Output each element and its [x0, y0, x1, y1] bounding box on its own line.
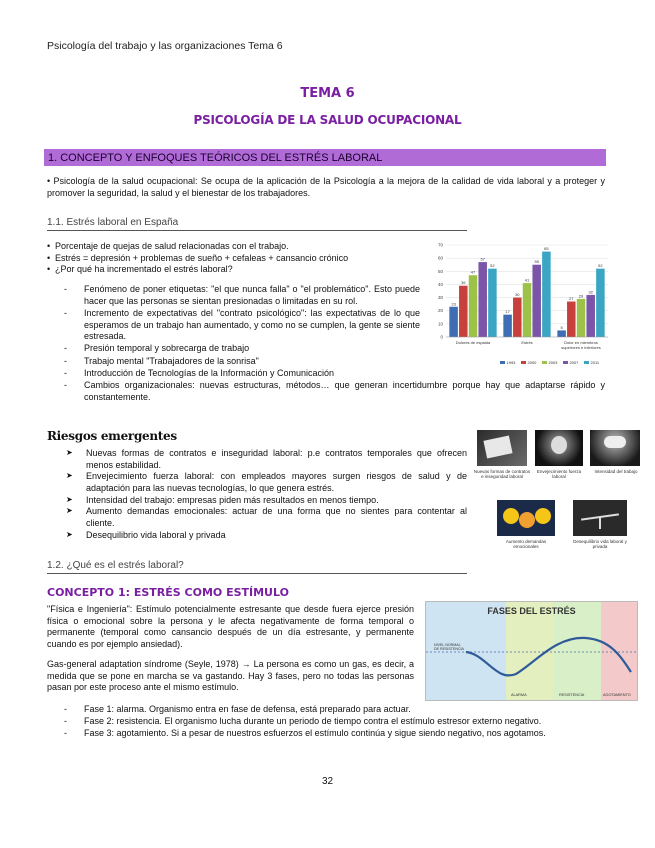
legend-label: 2003 — [548, 360, 558, 365]
contract-icon — [483, 435, 512, 458]
fases-list — [60, 704, 605, 741]
data-label: 32 — [588, 289, 593, 295]
data-label: 27 — [569, 296, 574, 302]
list-item: - Fenómeno de poner etiquetas: "el que nunca falla" o "el problemático". Esto puede hacer que las personas se sientan presionadas o limitadas en su rol. — [60, 284, 420, 307]
list-item: - Presión temporal y sobrecarga de trabajo — [60, 343, 420, 355]
riesgos-list — [62, 448, 467, 542]
list-item: - Fase 3: agotamiento. Si a pesar de nuestros esfuerzos el estímulo continúa y sigue siendo negativo, nos agotamos. — [60, 728, 605, 740]
list-item: - Incremento de expectativas del "contrato psicológico": las expectativas de lo que esperamos de un trabajo han aumentado, y como no se cumplen, la gente se siente estresada. — [60, 308, 420, 343]
smiley-icon — [535, 508, 551, 524]
list-item: • Estrés = depresión + problemas de sueño + cefaleas + cansancio crónico — [47, 253, 427, 265]
section-heading-1-2: 1.2. ¿Qué es el estrés laboral? — [47, 559, 467, 574]
elderly-image — [535, 430, 583, 466]
elderly-icon — [551, 436, 567, 454]
list-item: ➤ Desequilibrio vida laboral y privada — [62, 530, 467, 542]
page-number: 32 — [321, 776, 334, 787]
y-tick-label: 0 — [440, 334, 443, 340]
page-title: TEMA 6 — [300, 86, 355, 101]
contract-image — [477, 430, 527, 466]
bar — [586, 295, 595, 337]
bar — [567, 302, 576, 337]
list-item: ➤ Nuevas formas de contratos e inseguridad laboral: p.e contratos temporales que ofrecen menos estabilidad. — [62, 448, 467, 471]
section-heading-1: 1. CONCEPTO Y ENFOQUES TEÓRICOS DEL ESTRÉS LABORAL — [44, 149, 606, 166]
bar — [478, 262, 487, 337]
bar — [596, 269, 605, 337]
section-heading-1-1: 1.1. Estrés laboral en España — [47, 216, 467, 231]
image-caption: Aumento demandas emocionales — [505, 539, 547, 550]
phase-label: ALARMA — [511, 693, 527, 697]
data-label: 23 — [451, 301, 456, 307]
x-tick-label: Estrés — [521, 340, 533, 345]
concept-paragraph: "Física e Ingeniería": Estímulo potencialmente estresante que desde fuera ejerce presión física o emocional sobre la persona y le afecta negativamente de forma temporal o permanente (temporal como cansancio después de un día estresante, y permanente cuando es por ejemplo ansiedad). — [47, 604, 414, 650]
y-tick-label: 10 — [437, 321, 443, 327]
data-label: 47 — [470, 269, 476, 275]
list-item: ➤ Intensidad del trabajo: empresas piden más resultados en menos tiempo. — [62, 495, 467, 507]
legend-swatch — [584, 361, 589, 364]
data-label: 57 — [480, 256, 485, 262]
concepto-heading: CONCEPTO 1: ESTRÉS COMO ESTÍMULO — [47, 586, 289, 599]
image-caption: Nuevas formas de contratos e inseguridad laboral — [473, 469, 531, 480]
health-complaints-chart — [428, 237, 613, 374]
bar — [459, 286, 468, 337]
list-item: ➤ Envejecimiento fuerza laboral: con empleados mayores surgen riesgos de salud y de adaptación para las nuevas tecnologías, lo que genera estrés. — [62, 471, 467, 494]
data-label: 55 — [534, 259, 539, 265]
list-item: - Fase 1: alarma. Organismo entra en fase de defensa, está preparado para actuar. — [60, 704, 605, 716]
riesgos-heading: Riesgos emergentes — [47, 429, 177, 443]
legend-swatch — [563, 361, 568, 364]
y-tick-label: 40 — [437, 281, 443, 287]
bar — [449, 307, 458, 337]
bar — [469, 275, 478, 337]
data-label: 17 — [505, 309, 510, 315]
page-subtitle: PSICOLOGÍA DE LA SALUD OCUPACIONAL — [193, 113, 462, 127]
y-tick-label: 20 — [437, 308, 443, 314]
list-item: - Introducción de Tecnologías de la Información y Comunicación — [60, 368, 420, 380]
data-label: 29 — [578, 293, 584, 299]
storm-icon — [604, 436, 626, 448]
bar — [523, 283, 532, 337]
scale-image — [573, 500, 627, 536]
list-item: - Cambios organizacionales: nuevas estructuras, métodos… que generan incertidumbre porque hay que adaptarse rápido y constantemente. — [60, 380, 605, 403]
legend-swatch — [521, 361, 526, 364]
list-item: - Fase 2: resistencia. El organismo lucha durante un periodo de tiempo contra el estímulo estresor externo negativo. — [60, 716, 605, 728]
legend-swatch — [500, 361, 505, 364]
data-label: 52 — [598, 263, 603, 269]
level-label: NIVEL NORMAL DE RESISTENCIA — [434, 643, 464, 651]
bar — [557, 330, 566, 337]
list-item: • Porcentaje de quejas de salud relacionadas con el trabajo. — [47, 241, 427, 253]
bar — [503, 315, 512, 337]
data-label: 52 — [490, 263, 495, 269]
bar — [532, 265, 541, 337]
image-caption: Envejecimiento fuerza laboral — [536, 469, 582, 480]
image-caption: Desequilibrio vida laboral y privada — [573, 539, 627, 550]
data-label: 65 — [544, 246, 549, 252]
bar — [577, 299, 586, 337]
data-label: 30 — [515, 292, 520, 298]
smiley-image — [497, 500, 555, 536]
y-tick-label: 60 — [437, 255, 443, 261]
legend-label: 1993 — [506, 360, 516, 365]
x-tick-label: Dolores de espalda — [455, 340, 491, 345]
bar — [542, 252, 551, 337]
bar — [513, 298, 522, 337]
data-label: 5 — [560, 324, 563, 330]
legend-label: 2007 — [569, 360, 579, 365]
y-tick-label: 50 — [437, 268, 443, 274]
gas-paragraph: Gas-general adaptation síndrome (Seyle, 1978) → La persona es como un gas, es decir, a medida que se pone en marcha se va gastando. Hay 3 fases, pero no todas las personas pasan por este proceso ante el mismo estímulo. — [47, 659, 414, 693]
s11-bullet-list — [47, 241, 427, 276]
intro-paragraph: • Psicología de la salud ocupacional: Se ocupa de la aplicación de la Psicología a la mejora de la calidad de vida laboral y a proteger y promover la seguridad, la salud y el bienestar de los trabajadores. — [47, 176, 605, 198]
list-item: ➤ Aumento demandas emocionales: actuar de una forma que no sientes para contentar al cliente. — [62, 506, 467, 529]
storm-image — [590, 430, 640, 466]
phase-label: AGOTAMIENTO — [603, 693, 631, 697]
data-label: 39 — [461, 280, 466, 286]
legend-label: 2011 — [590, 360, 600, 365]
phase-label: RESISTENCIA — [559, 693, 585, 697]
x-tick-label: Dolor en miembros — [564, 340, 598, 345]
smiley-icon — [503, 508, 519, 524]
x-tick-label: superiores e inferiores — [561, 345, 601, 350]
stress-curve — [466, 638, 631, 676]
list-item: • ¿Por qué ha incrementado el estrés laboral? — [47, 264, 427, 276]
running-header: Psicología del trabajo y las organizaciones Tema 6 — [47, 40, 283, 52]
y-tick-label: 70 — [437, 242, 443, 248]
list-item: - Trabajo mental "Trabajadores de la sonrisa" — [60, 356, 420, 368]
diagram-title: FASES DEL ESTRÉS — [487, 606, 576, 616]
legend-label: 2000 — [527, 360, 537, 365]
data-label: 41 — [524, 277, 530, 283]
smiley-icon — [519, 512, 535, 528]
bar — [488, 269, 497, 337]
image-caption: Intensidad del trabajo — [594, 469, 638, 474]
stress-phases-diagram — [425, 601, 638, 701]
legend-swatch — [542, 361, 547, 364]
y-tick-label: 30 — [437, 295, 443, 301]
